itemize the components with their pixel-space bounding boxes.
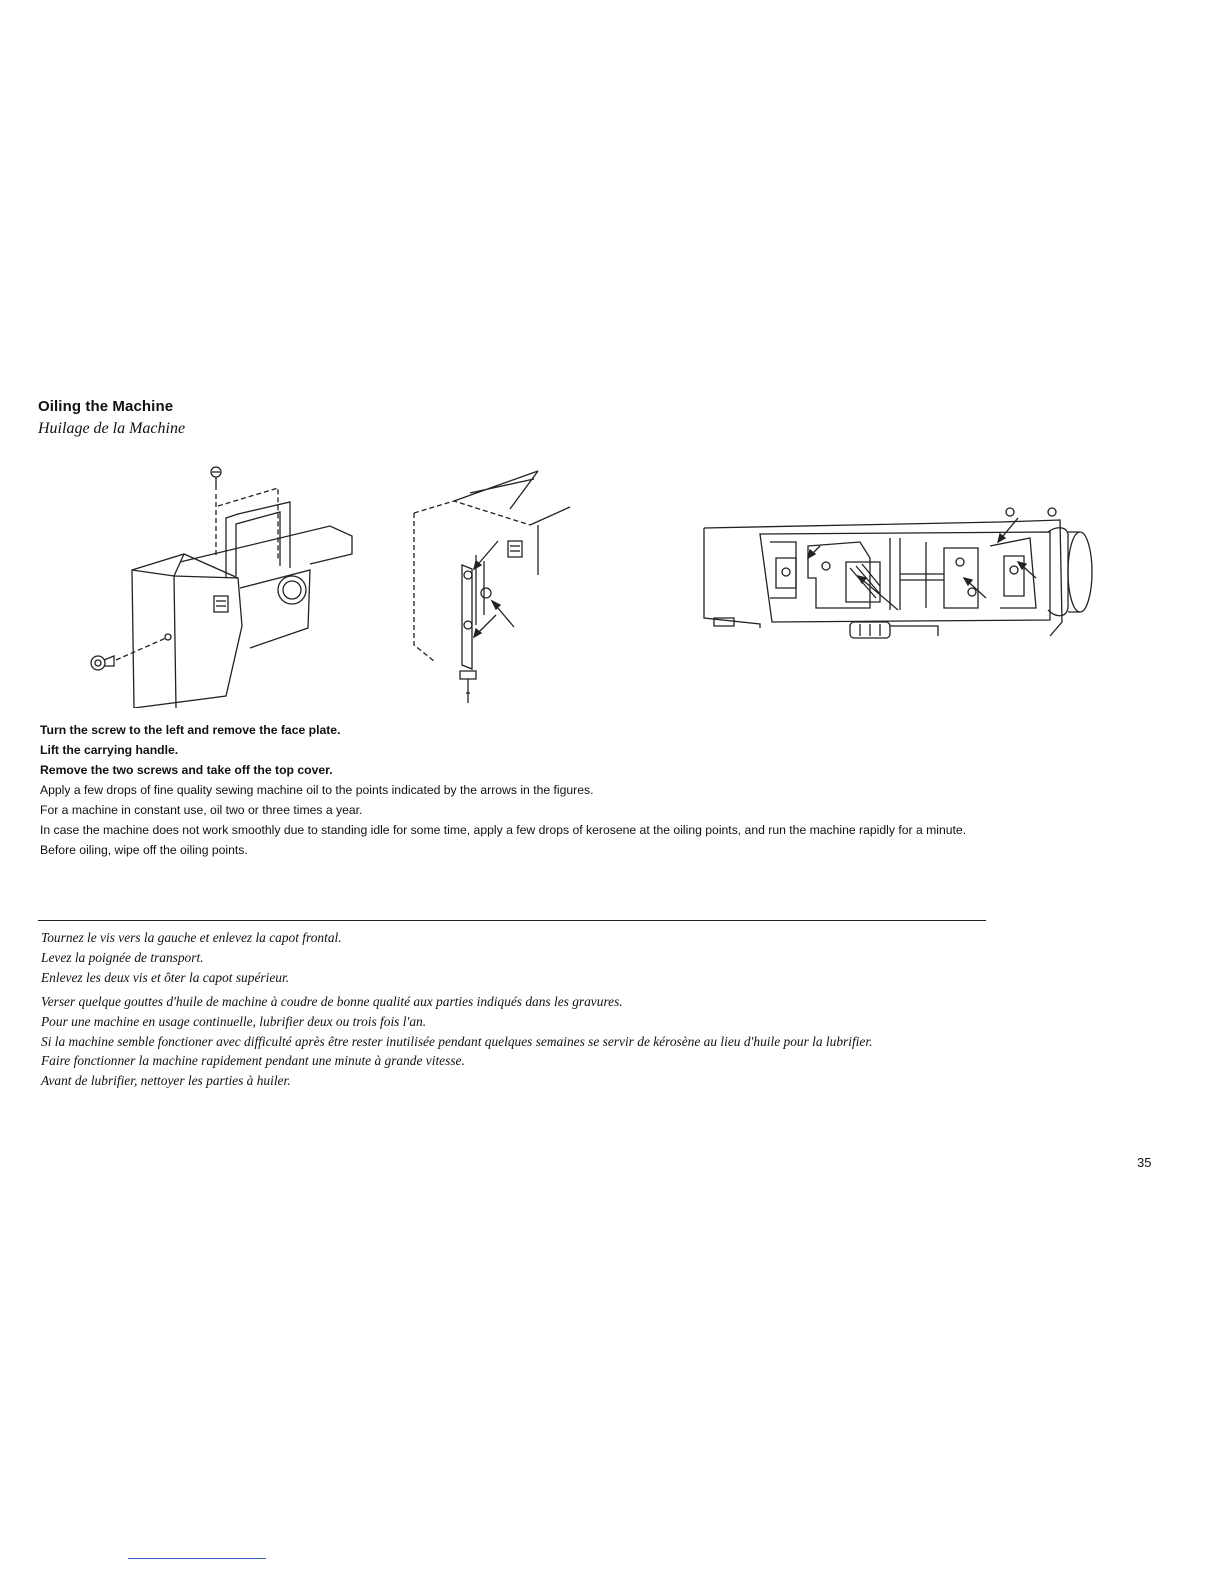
dial-knob bbox=[278, 576, 306, 604]
oiling-arrow bbox=[492, 601, 514, 627]
page-number: 35 bbox=[1137, 1155, 1152, 1170]
instruction-line: Faire fonctionner la machine rapidement pendant une minute à grande vitesse. bbox=[41, 1053, 465, 1068]
instruction-line: Turn the screw to the left and remove the face plate. bbox=[40, 723, 341, 737]
section-divider bbox=[38, 920, 986, 921]
instruction-line: For a machine in constant use, oil two or three times a year. bbox=[40, 803, 363, 817]
screw-icon bbox=[91, 656, 114, 670]
instruction-line: Lift the carrying handle. bbox=[40, 743, 179, 757]
instruction-line: Pour une machine en usage continuelle, lubrifier deux ou trois fois l'an. bbox=[41, 1014, 427, 1029]
figure-internal-mechanism-top-view bbox=[700, 498, 1095, 648]
oiling-arrow bbox=[474, 615, 496, 637]
instruction-line: Remove the two screws and take off the top cover. bbox=[40, 763, 333, 777]
instruction-line: In case the machine does not work smoothly due to standing idle for some time, apply a few drops of kerosene at the oiling points, and run the machine rapidly for a minute. bbox=[40, 823, 967, 837]
section-title: Oiling the Machine bbox=[38, 398, 174, 415]
carrying-handle bbox=[226, 502, 290, 578]
oiling-arrow bbox=[474, 541, 498, 569]
oiling-arrow bbox=[808, 546, 820, 558]
figure-needle-bar-oiling-points bbox=[410, 465, 580, 710]
screw-icon bbox=[211, 467, 221, 490]
instruction-line: Enlevez les deux vis et ôter la capot supérieur. bbox=[41, 970, 290, 985]
instructions-french bbox=[41, 928, 1001, 1091]
face-plate bbox=[132, 554, 242, 708]
footer-line bbox=[128, 1558, 266, 1559]
figure-face-plate-removal bbox=[80, 458, 370, 708]
stitch-dial bbox=[850, 622, 938, 638]
instruction-line: Verser quelque gouttes d'huile de machine à coudre de bonne qualité aux parties indiqués dans les gravures. bbox=[41, 994, 623, 1009]
instruction-line: Tournez le vis vers la gauche et enlevez la capot frontal. bbox=[41, 930, 342, 945]
instruction-line: Si la machine semble fonctioner avec difficulté après être rester inutilisée pendant quelques semaines se servir de kérosène au lieu d'huile pour la lubrifier. bbox=[41, 1034, 873, 1049]
instruction-line: Before oiling, wipe off the oiling points. bbox=[40, 843, 248, 857]
oiling-arrow bbox=[858, 576, 898, 610]
instruction-line: Levez la poignée de transport. bbox=[41, 950, 204, 965]
instructions-english bbox=[40, 720, 1000, 860]
instruction-line: Apply a few drops of fine quality sewing machine oil to the points indicated by the arrows in the figures. bbox=[40, 783, 594, 797]
hand-wheel bbox=[1048, 528, 1092, 616]
instruction-line: Avant de lubrifier, nettoyer les parties à huiler. bbox=[41, 1073, 291, 1088]
section-title-french: Huilage de la Machine bbox=[38, 420, 186, 437]
